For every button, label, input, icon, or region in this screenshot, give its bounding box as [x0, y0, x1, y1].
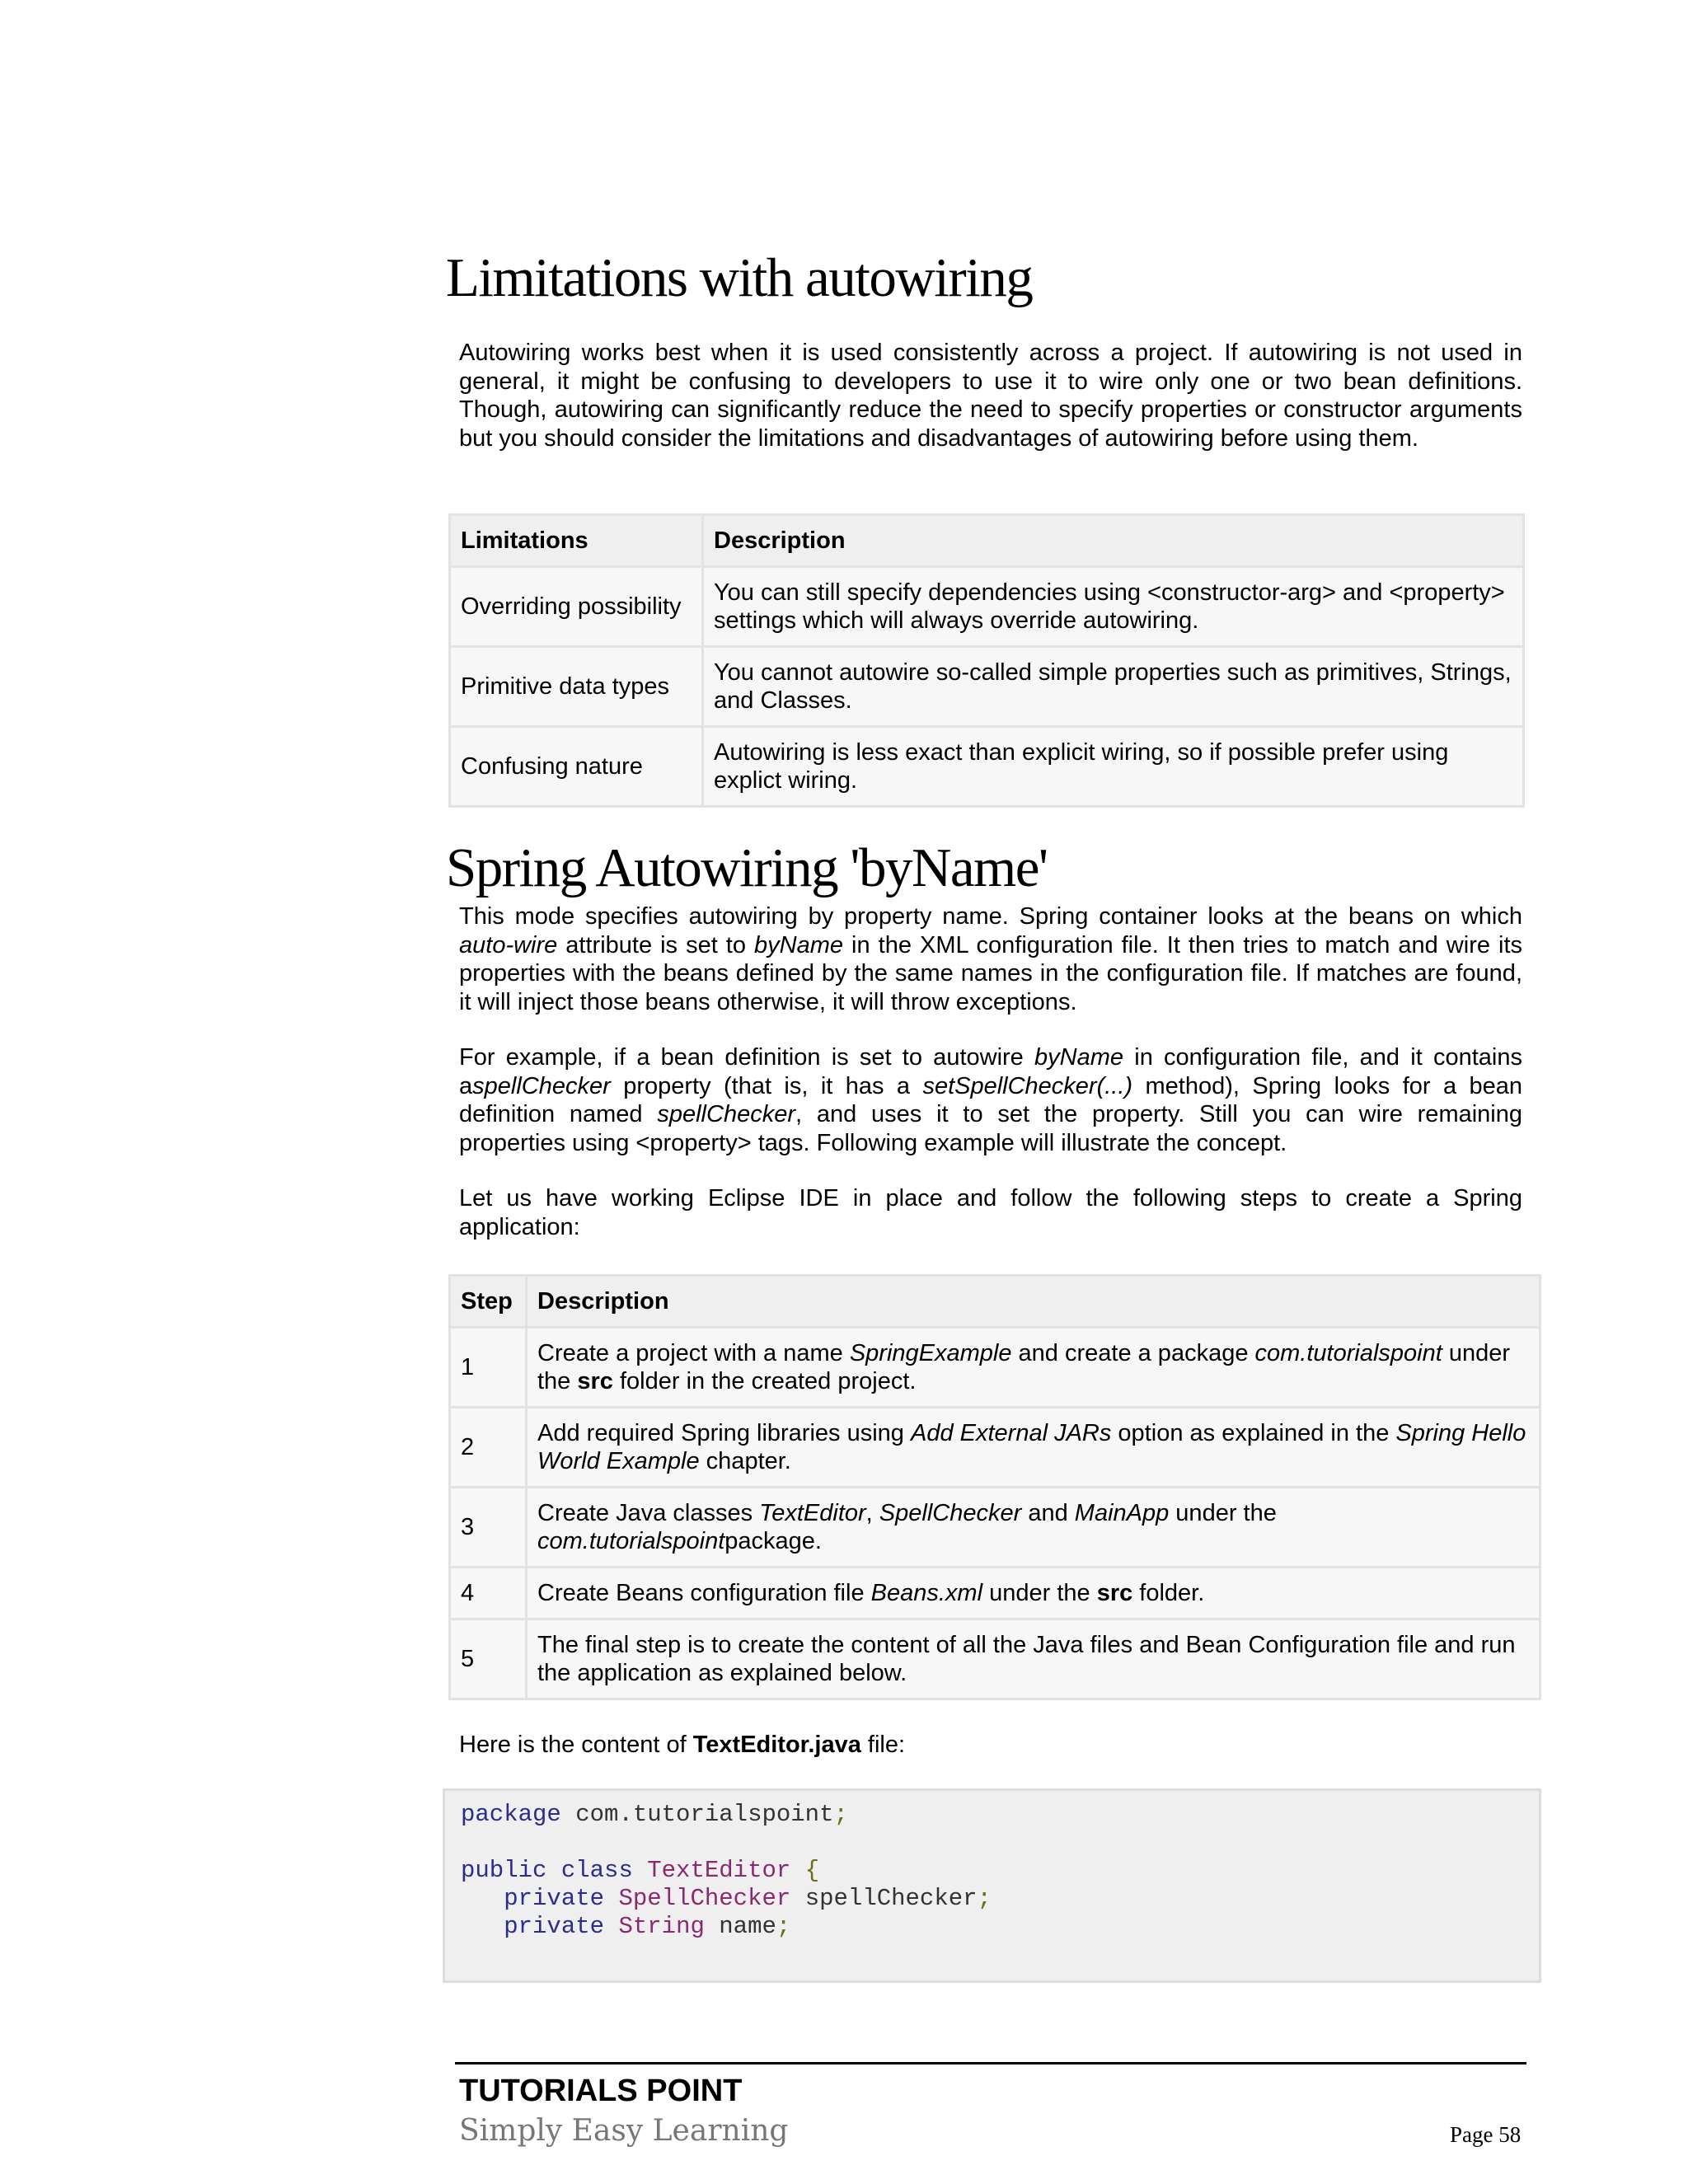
footer-divider [455, 2062, 1526, 2064]
footer-brand: TUTORIALS POINT [459, 2074, 743, 2108]
table-header-cell: Limitations [450, 515, 703, 567]
table-header-row [450, 1276, 1540, 1328]
table-row [450, 1488, 1540, 1568]
table-row [450, 1328, 1540, 1408]
step-description: Create Beans configuration file Beans.xml under the src folder. [527, 1568, 1540, 1619]
table-header-row [450, 515, 1524, 567]
limitations-intro: Autowiring works best when it is used consistently across a project. If autowiring is not used in general, it might be confusing to developers to use it to wire only one or two bean definitions. Though, autowiring can significantly reduce the need to specify properties or constructor arguments but you should consider the limitations and disadvantages of autowiring before using them. [459, 340, 1522, 452]
limitation-name: Primitive data types [450, 647, 703, 727]
step-description: Create Java classes TextEditor, SpellChecker and MainApp under the com.tutorialspointpackage. [527, 1488, 1540, 1568]
limitations-table [448, 513, 1525, 808]
table-row [450, 1408, 1540, 1488]
table-header-cell: Description [527, 1276, 1540, 1328]
table-row [450, 647, 1524, 727]
table-row [450, 727, 1524, 807]
limitation-description: You can still specify dependencies using <constructor-arg> and <property> settings which will always override autowiring. [703, 567, 1524, 647]
step-description: Add required Spring libraries using Add External JARs option as explained in the Spring Hello World Example chapter. [527, 1408, 1540, 1488]
page-number: Page 58 [1450, 2122, 1522, 2147]
step-number: 3 [450, 1488, 527, 1568]
steps-table [448, 1274, 1541, 1700]
content-intro: Here is the content of TextEditor.java file: [459, 1732, 906, 1758]
step-description: The final step is to create the content of all the Java files and Bean Configuration file and run the application as explained below. [527, 1619, 1540, 1699]
step-description: Create a project with a name SpringExample and create a package com.tutorialspoint under the src folder in the created project. [527, 1328, 1540, 1408]
table-row [450, 1568, 1540, 1619]
table-row [450, 1619, 1540, 1699]
step-number: 4 [450, 1568, 527, 1619]
step-number: 1 [450, 1328, 527, 1408]
limitation-description: Autowiring is less exact than explicit wiring, so if possible prefer using explict wiring. [703, 727, 1524, 807]
table-header-cell: Description [703, 515, 1524, 567]
section-heading-limitations: Limitations with autowiring [446, 247, 1033, 308]
step-number: 2 [450, 1408, 527, 1488]
byname-paragraph-1: This mode specifies autowiring by property name. Spring container looks at the beans on which auto-wire attribute is set to byName in the XML configuration file. It then tries to match and wire its properties with the beans defined by the same names in the configuration file. If matches are found, it will inject those beans otherwise, it will throw exceptions. [459, 903, 1523, 1015]
limitation-name: Overriding possibility [450, 567, 703, 647]
section-heading-byname: Spring Autowiring 'byName' [446, 837, 1048, 898]
limitation-name: Confusing nature [450, 727, 703, 807]
byname-paragraph-2: For example, if a bean definition is set to autowire byName in configuration file, and it contains aspellChecker property (that is, it has a setSpellChecker(...) method), Spring looks for a bean definition named spellChecker, and uses it to set the property. Still you can wire remaining properties using <property> tags. Following example will illustrate the concept. [459, 1044, 1523, 1156]
step-number: 5 [450, 1619, 527, 1699]
table-row [450, 567, 1524, 647]
footer-tagline: Simply Easy Learning [459, 2114, 789, 2148]
limitation-description: You cannot autowire so-called simple properties such as primitives, Strings, and Classes. [703, 647, 1524, 727]
byname-paragraph-3: Let us have working Eclipse IDE in place and follow the following steps to create a Spring application: [459, 1185, 1522, 1240]
table-header-cell: Step [450, 1276, 527, 1328]
code-block-texteditor: package com.tutorialspoint; public class TextEditor { private SpellChecker spellChecker; private String name; [443, 1788, 1541, 1983]
